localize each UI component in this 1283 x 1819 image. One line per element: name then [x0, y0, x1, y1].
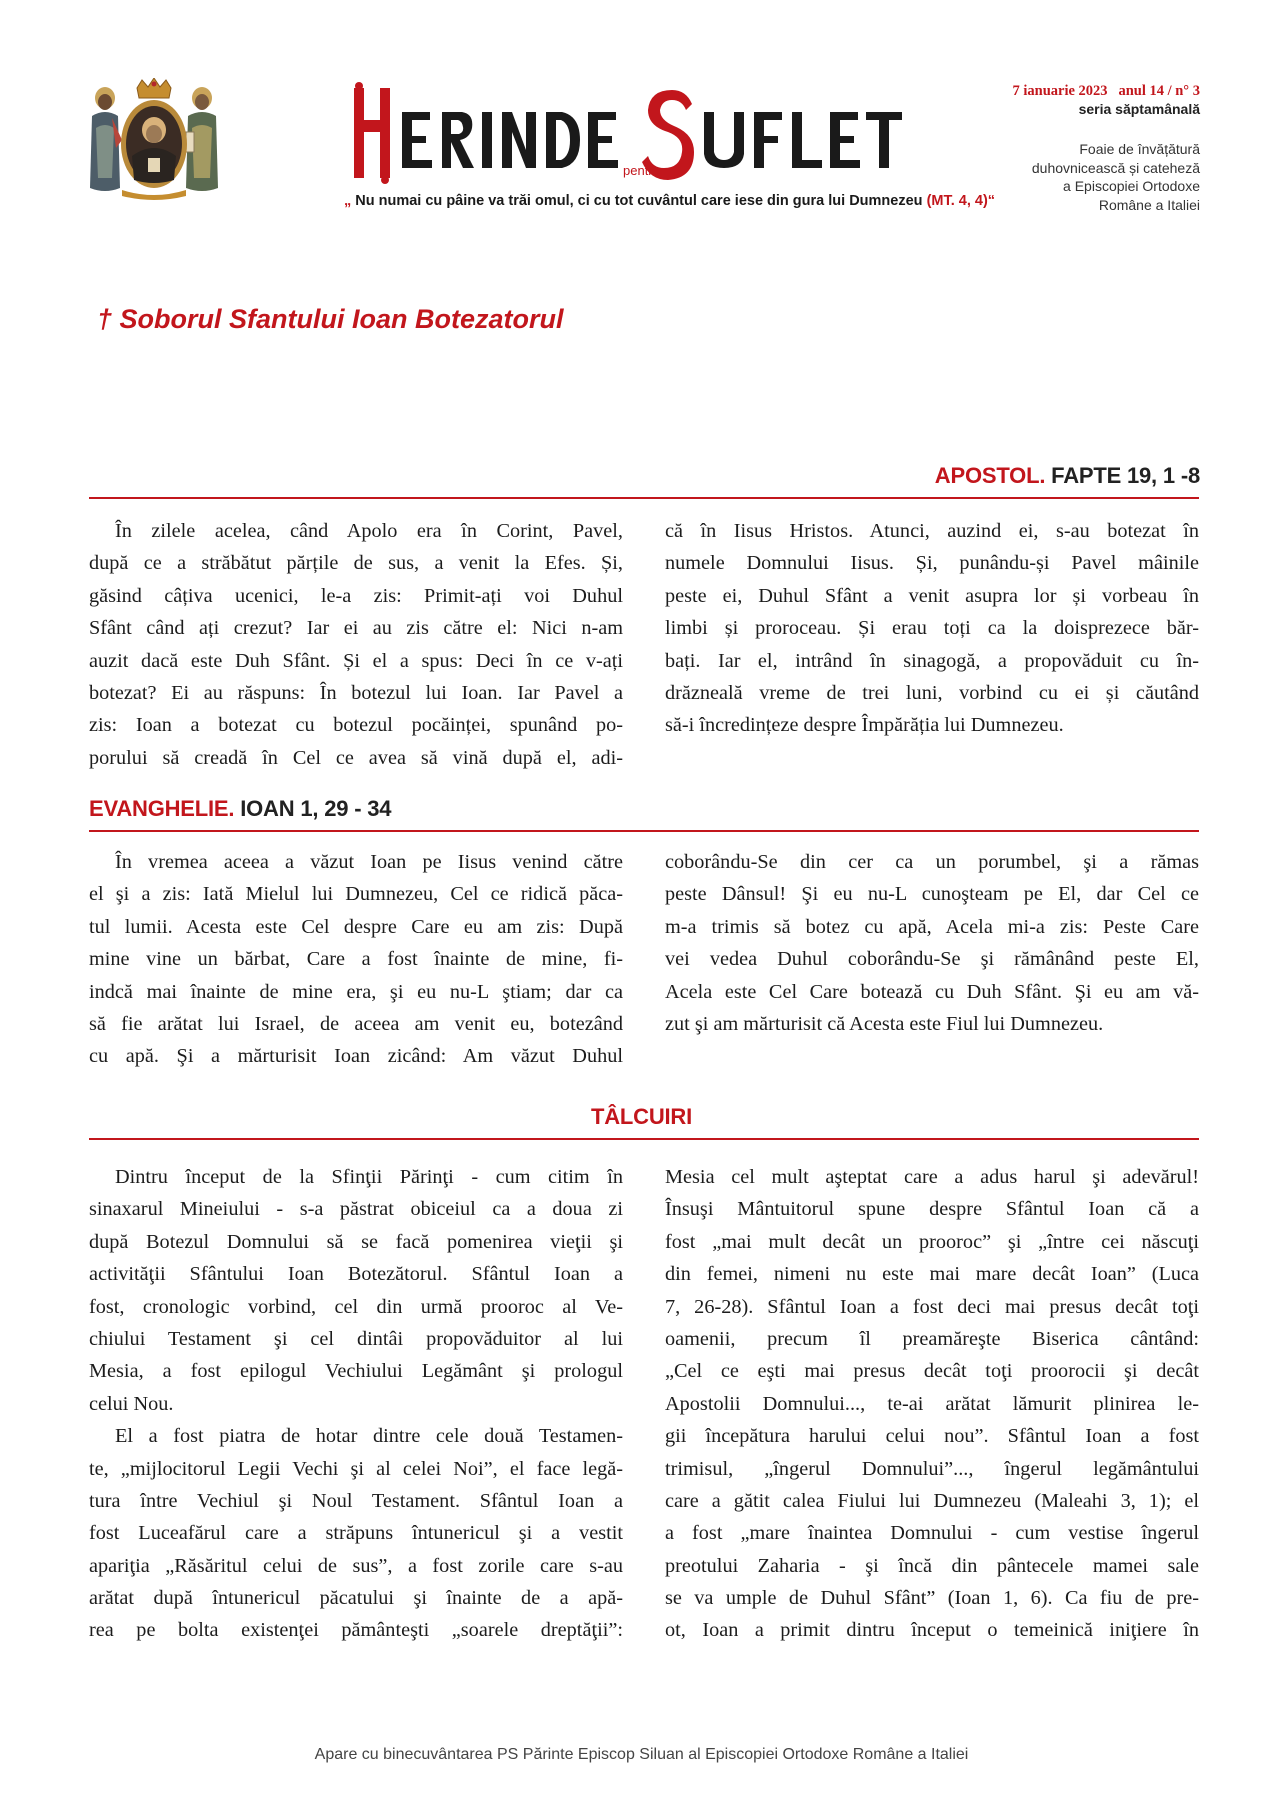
text-line: să fie arătat lui Israel, de aceea am venit eu, botezând — [89, 1012, 623, 1035]
issue-date: 7 ianuarie 2023 — [1012, 83, 1108, 99]
text-line: zut şi am mărturisit că Acesta este Fiul lui Dumnezeu. — [665, 1012, 1104, 1035]
text-line: să-i încredințeze despre Împărăția lui Dumnezeu. — [665, 714, 1064, 737]
text-line: celui Nou. — [89, 1392, 174, 1415]
about-text — [1000, 140, 1200, 214]
text-line: că în Iisus Hristos. Atunci, auzind ei, s-au botezat în — [665, 520, 1199, 542]
text-line: chiului Testament şi cel dintâi propovăduitor al lui — [89, 1327, 623, 1350]
text-line: El a fost piatra de hotar dintre cele două Testamen- — [115, 1425, 623, 1448]
text-line: tul lumii. Acesta este Cel despre Care eu am zis: După — [89, 915, 623, 938]
issue-line — [1013, 83, 1201, 100]
evanghelie-label: EVANGHELIE. — [89, 796, 235, 821]
text-line: cu apă. Şi a mărturisit Ioan zicând: Am văzut Duhul — [89, 1045, 623, 1068]
talcuiri-rule — [89, 1138, 1199, 1140]
footer-text: Apare cu binecuvântarea PS Părinte Episcop Siluan al Episcopiei Ortodoxe Române a Italiei — [314, 1746, 969, 1763]
text-line: a fost „mare înaintea Domnului - cum vestise îngerul — [665, 1522, 1199, 1545]
text-line: el şi a zis: Iată Mielul lui Dumnezeu, Cel ce ridică păca- — [89, 883, 623, 906]
text-line: peste Dânsul! Şi eu nu-L cunoşteam pe El, dar Cel ce — [665, 883, 1199, 906]
text-line: „Cel ce eşti mai presus decât toţi proorocii şi decât — [665, 1360, 1199, 1383]
motto-text: Nu numai cu pâine va trăi omul, ci cu tot cuvântul care iese din gura lui Dumnezeu — [355, 193, 923, 209]
text-line: apariţia „Răsăritul celui de sus”, a fost zorile care s-au — [89, 1554, 623, 1577]
about-line: Foaie de învățătură — [1079, 141, 1200, 157]
talcuiri-heading — [0, 1104, 1283, 1130]
text-line: 7, 26-28). Sfântul Ioan a fost deci mai presus decât toţi — [665, 1295, 1199, 1318]
series: seria săptamânală — [1078, 101, 1200, 117]
text-line: după ce a străbătut părțile de sus, a venit la Efes. Și, — [89, 552, 623, 575]
text-line: zis: Ioan a botezat cu botezul pocăinței, spunând po- — [89, 714, 623, 737]
text-line: preotului Zaharia - şi încă din pântecele mamei sale — [665, 1554, 1199, 1577]
evanghelie-heading — [89, 796, 391, 822]
text-line: rea pe bolta existenţei pământeşti „soarele dreptăţii”: — [89, 1619, 623, 1642]
evanghelie-ref: IOAN 1, 29 - 34 — [240, 796, 392, 821]
text-line: te, „mijlocitorul Legii Vechi şi al celei Noi”, el face legă- — [89, 1457, 623, 1480]
text-line: numele Domnului Iisus. Și, punându-și Pavel mâinile — [665, 552, 1199, 575]
evanghelie-right-column — [665, 846, 1199, 1040]
masthead-pentru: pentru — [623, 163, 660, 178]
text-line: Dintru început de la Sfinţii Părinţi - cum citim în — [115, 1166, 623, 1188]
feast-title: † Soborul Sfantului Ioan Botezatorul — [97, 304, 564, 334]
apostol-heading — [935, 463, 1200, 489]
text-line: limbi și proroceau. Și erau toți ca la doisprezece băr- — [665, 617, 1199, 640]
text-line: Însuşi Mântuitorul spune despre Sfântul Ioan că a — [665, 1198, 1199, 1221]
text-line: tura între Vechiul şi Noul Testament. Sfântul Ioan a — [89, 1489, 623, 1512]
text-line: Sfânt când ați crezut? Iar ei au zis către el: Nici n-am — [89, 617, 623, 640]
text-line: În zilele acelea, când Apolo era în Corint, Pavel, — [115, 520, 623, 542]
text-line: auzit dacă este Duh Sfânt. Și el a spus: Deci în ce v-ați — [89, 649, 623, 672]
apostol-left-column — [89, 515, 623, 774]
text-line: În vremea aceea a văzut Ioan pe Iisus venind către — [115, 851, 623, 873]
text-line: fost, cronologic vorbind, cel din urmă prooroc al Ve- — [89, 1295, 623, 1318]
motto — [344, 193, 996, 209]
text-line: sinaxarul Mineiului - s-a păstrat obiceiul ca a doua zi — [89, 1198, 623, 1221]
evanghelie-left-column — [89, 846, 623, 1073]
text-line: fost Luceafărul care a străpuns întunericul şi a vestit — [89, 1522, 623, 1545]
text-line: care a gătit calea Fiului lui Dumnezeu (Maleahi 3, 1); el — [665, 1489, 1199, 1512]
text-line: porului să creadă în Cel ce avea să vină după el, adi- — [89, 746, 623, 769]
motto-open-quote: „ — [344, 193, 352, 209]
text-line: Apostolii Domnului..., te-ai arătat lămurit plinirea le- — [665, 1392, 1199, 1415]
evanghelie-rule — [89, 830, 1199, 832]
text-line: fost „mai mult decât un prooroc” şi „între cei născuţi — [665, 1230, 1199, 1253]
text-line: vei vedea Duhul coborându-Se şi rămânând peste El, — [665, 948, 1199, 971]
motto-close-quote: “ — [987, 193, 996, 209]
apostol-label: APOSTOL. — [934, 463, 1046, 488]
talcuiri-left-column — [89, 1161, 623, 1647]
text-line: peste ei, Duhul Sfânt a venit asupra lor și vorbeau în — [665, 584, 1199, 607]
apostol-right-column — [665, 515, 1199, 742]
text-line: ot, Ioan a primit dintru început o temeinică iniţiere în — [665, 1619, 1199, 1642]
text-line: gii începătura harului celui nou”. Sfântul Ioan a fost — [665, 1425, 1199, 1448]
issue-year: anul 14 / n° 3 — [1118, 83, 1200, 99]
text-line: după Botezul Domnului să se facă pomenirea vieţii şi — [89, 1230, 623, 1253]
text-line: se va umple de Duhul Sfânt” (Ioan 1, 6). Ca fiu de pre- — [665, 1587, 1199, 1610]
text-line: Mesia cel mult aşteptat care a adus harul şi adevărul! — [665, 1166, 1199, 1188]
text-line: trimisul, „îngerul Domnului”..., îngerul legământului — [665, 1457, 1199, 1480]
text-line: m-a trimis să botez cu apă, Acela mi-a zis: Peste Care — [665, 915, 1199, 938]
text-line: Acela este Cel Care botează cu Duh Sfânt. Şi eu am vă- — [665, 980, 1199, 1003]
about-line: Române a Italiei — [1098, 196, 1200, 213]
text-line: din femei, nimeni nu este mai mare decât Ioan” (Luca — [665, 1263, 1199, 1286]
text-line: coborându-Se din cer ca un porumbel, şi a rămas — [665, 851, 1199, 873]
text-line: indcă mai înainte de mine era, şi eu nu-L ştiam; dar ca — [89, 980, 623, 1003]
text-line: botezat? Ei au răspuns: În botezul lui Ioan. Iar Pavel a — [89, 681, 623, 704]
text-line: drăzneală vreme de trei luni, vorbind cu ei și căutând — [665, 681, 1199, 704]
about-line: duhovnicească și cateheză — [1031, 159, 1200, 176]
text-line: Mesia, a fost epilogul Vechiului Legământ şi prologul — [89, 1360, 623, 1383]
motto-ref: (MT. 4, 4) — [926, 193, 988, 209]
talcuiri-label: TÂLCUIRI — [590, 1104, 693, 1129]
saints-icon — [82, 78, 225, 202]
text-line: oamenii, precum îl preamăreşte Biserica cântând: — [665, 1327, 1199, 1350]
text-line: activităţii Sfântului Ioan Botezătorul. Sfântul Ioan a — [89, 1263, 623, 1286]
text-line: mine vine un bărbat, Care a fost înainte de mine, fi- — [89, 948, 623, 971]
talcuiri-right-column — [665, 1161, 1199, 1647]
text-line: arătat după întunericul păcatului şi înainte de a apă- — [89, 1587, 623, 1610]
about-line: a Episcopiei Ortodoxe — [1063, 178, 1200, 194]
text-line: bați. Iar el, intrând în sinagogă, a propovăduit cu în- — [665, 649, 1199, 672]
apostol-ref: FAPTE 19, 1 -8 — [1051, 463, 1200, 488]
text-line: găsind câțiva ucenici, le-a zis: Primit-ați voi Duhul — [89, 584, 623, 607]
apostol-rule — [89, 497, 1199, 499]
